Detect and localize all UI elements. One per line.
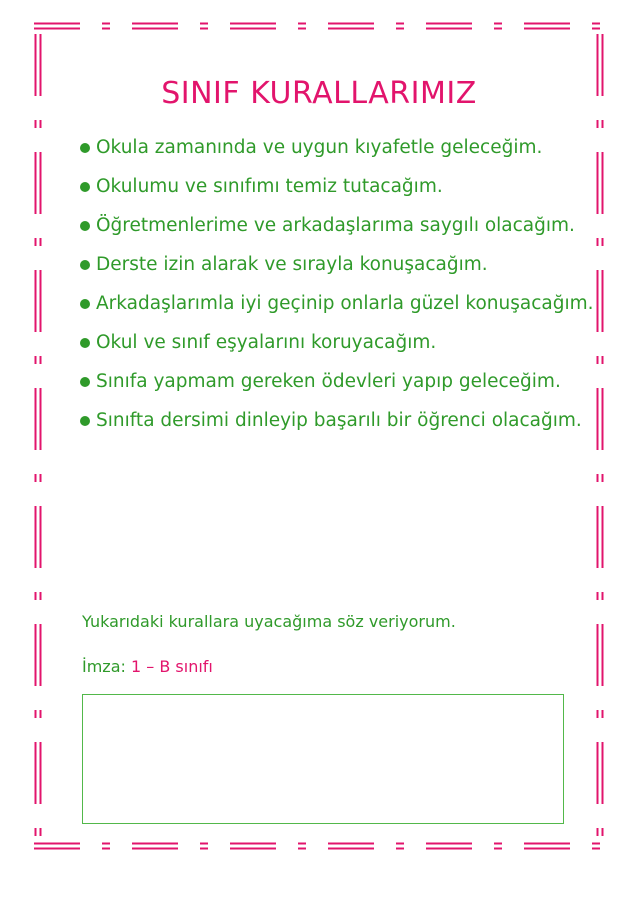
rule-item <box>76 128 606 167</box>
rule-text: Arkadaşlarımla iyi geçinip onlarla güzel konuşacağım. <box>96 293 594 314</box>
signature-box <box>82 694 564 824</box>
rule-text: Öğretmenlerime ve arkadaşlarıma saygılı olacağım. <box>96 215 575 236</box>
bullet-icon <box>80 221 90 231</box>
rule-item <box>76 362 606 401</box>
bullet-icon <box>80 416 90 426</box>
signature-label: İmza: <box>82 657 126 676</box>
bullet-icon <box>80 182 90 192</box>
rule-item <box>76 167 606 206</box>
rule-item <box>76 284 606 323</box>
signature-line <box>82 657 213 676</box>
rules-list <box>76 128 606 440</box>
rule-text: Okula zamanında ve uygun kıyafetle geleceğim. <box>96 137 543 158</box>
rule-item <box>76 323 606 362</box>
rule-item <box>76 245 606 284</box>
bullet-icon <box>80 377 90 387</box>
bullet-icon <box>80 338 90 348</box>
bullet-icon <box>80 260 90 270</box>
pledge-text: Yukarıdaki kurallara uyacağıma söz veriyorum. <box>82 612 456 631</box>
rule-text: Derste izin alarak ve sırayla konuşacağım. <box>96 254 488 275</box>
signature-value: 1 – B sınıfı <box>131 657 213 676</box>
rule-text: Okul ve sınıf eşyalarını koruyacağım. <box>96 332 437 353</box>
rule-text: Okulumu ve sınıfımı temiz tutacağım. <box>96 176 443 197</box>
page-title: SINIF KURALLARIMIZ <box>161 76 477 112</box>
rule-text: Sınıfta dersimi dinleyip başarılı bir öğrenci olacağım. <box>96 410 582 431</box>
rule-item <box>76 206 606 245</box>
bullet-icon <box>80 143 90 153</box>
rule-item <box>76 401 606 440</box>
rule-text: Sınıfa yapmam gereken ödevleri yapıp geleceğim. <box>96 371 561 392</box>
bullet-icon <box>80 299 90 309</box>
